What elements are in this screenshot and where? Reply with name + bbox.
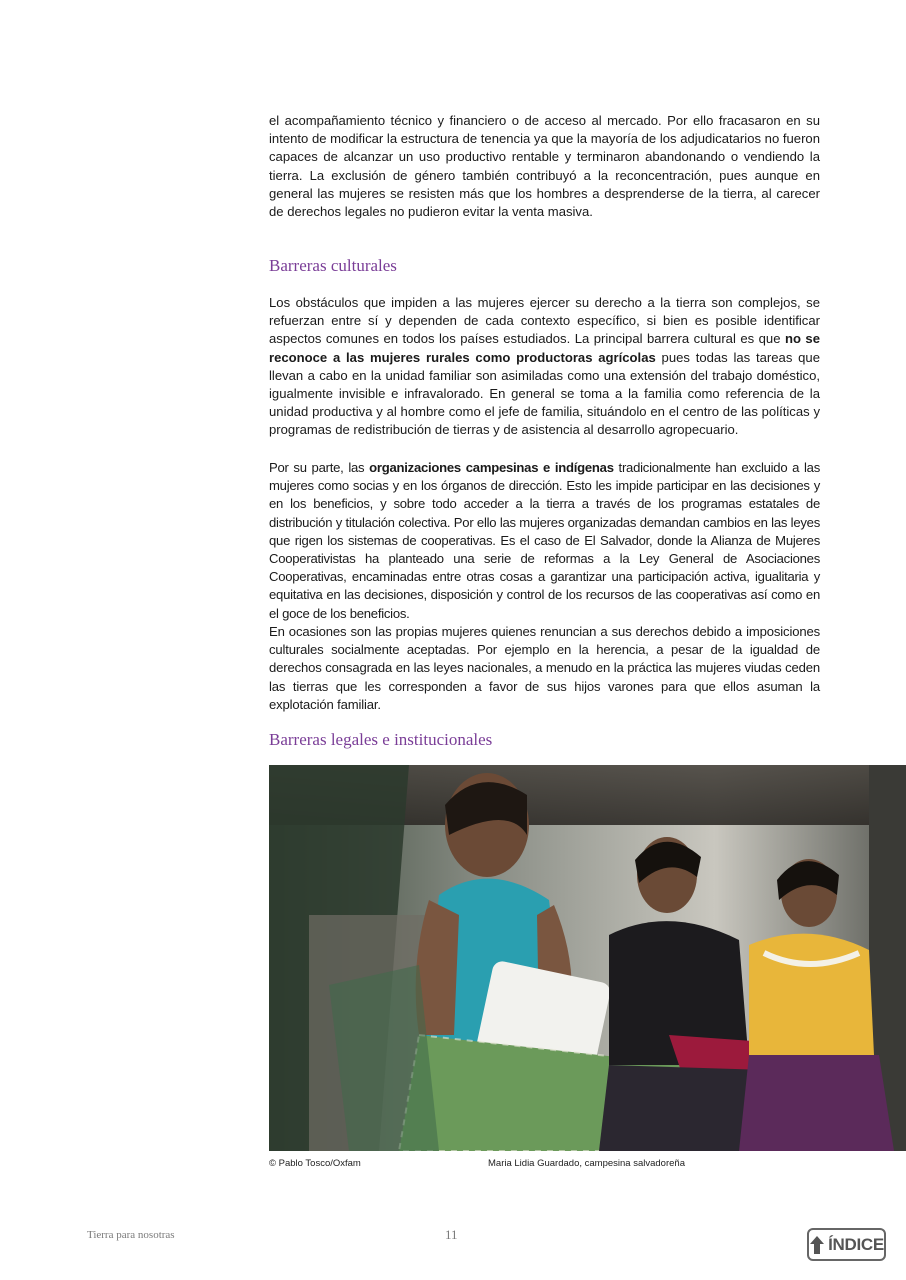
women-seated-photo	[269, 765, 906, 1151]
photo-illustration	[269, 765, 906, 1151]
paragraph-cultural-3: En ocasiones son las propias mujeres quienes renuncian a sus derechos debido a imposiciones culturales socialmente aceptadas. Por ejemplo en la herencia, a pesar de la igualdad de derechos consagrada en las leyes nacionales, a menudo en la práctica las mujeres viudas ceden las tierras que les corresponden a favor de sus hijos varones para que ellos asuman la explotación familiar.	[269, 624, 820, 712]
bold-run: no se reconoce a las mujeres rurales como productoras agrícolas	[269, 331, 820, 365]
footer-publication-title: Tierra para nosotras	[87, 1229, 175, 1241]
index-button-label: ÍNDICE	[828, 1234, 884, 1254]
photo-credit: © Pablo Tosco/Oxfam	[269, 1158, 361, 1169]
intro-paragraph: el acompañamiento técnico y financiero o de acceso al mercado. Por ello fracasaron en su intento de modificar la estructura de tenencia ya que la mayoría de los adjudicatarios no fueron capaces de alcanzar un uso productivo rentable y terminaron abandonando o vendiendo la tierra. La exclusión de género también contribuyó a la reconcentración, pues aunque en general las mujeres se resisten más que los hombres a desprenderse de la tierra, al carecer de derechos legales no pudieron evitar la venta masiva.	[269, 113, 820, 220]
photo-caption: Maria Lidia Guardado, campesina salvadoreña	[488, 1158, 685, 1169]
paragraph-cultural-2	[269, 459, 820, 623]
index-button[interactable]	[807, 1228, 886, 1261]
text-run: Por su parte, las	[269, 460, 370, 475]
bold-run: organizaciones campesinas e indígenas	[369, 460, 614, 475]
text-run: pues todas las tareas que llevan a cabo en la unidad familiar son asimiladas como una extensión del trabajo doméstico, igualmente invisible e infravalorado. En general se toma a la familia como referencia de la unidad productiva y al hombre como el jefe de familia, situándolo en el centro de las políticas y programas de redistribución de tierras y de asistencia al desarrollo agropecuario.	[269, 349, 820, 438]
arrow-up-icon	[809, 1235, 825, 1255]
heading-barreras-culturales: Barreras culturales	[269, 256, 397, 275]
page-number: 11	[445, 1227, 458, 1242]
text-run: tradicionalmente han excluido a las mujeres como socias y en los órganos de dirección. Esto les impide participar en las decisiones y en los beneficios, y sobre todo acceder a la tierra a través de los programas estatales de distribución y titulación colectiva. Por ello las mujeres organizadas demandan cambios en las leyes que rigen los sistemas de cooperativas. Es el caso de El Salvador, donde la Alianza de Mujeres Cooperativistas ha planteado una serie de reformas a la Ley General de Asociaciones Cooperativas, encaminadas entre otras cosas a garantizar una participación activa, igualitaria y equitativa en las decisiones, disposición y control de los recursos de las cooperativas así como en el goce de los beneficios.	[269, 460, 820, 621]
paragraph-cultural-1	[269, 294, 820, 440]
heading-barreras-legales: Barreras legales e institucionales	[269, 730, 493, 749]
text-run: Los obstáculos que impiden a las mujeres ejercer su derecho a la tierra son complejos, se refuerzan entre sí y dependen de cada contexto específico, si bien es posible identificar aspectos comunes en todos los países estudiados. La principal barrera cultural es que	[269, 295, 820, 347]
